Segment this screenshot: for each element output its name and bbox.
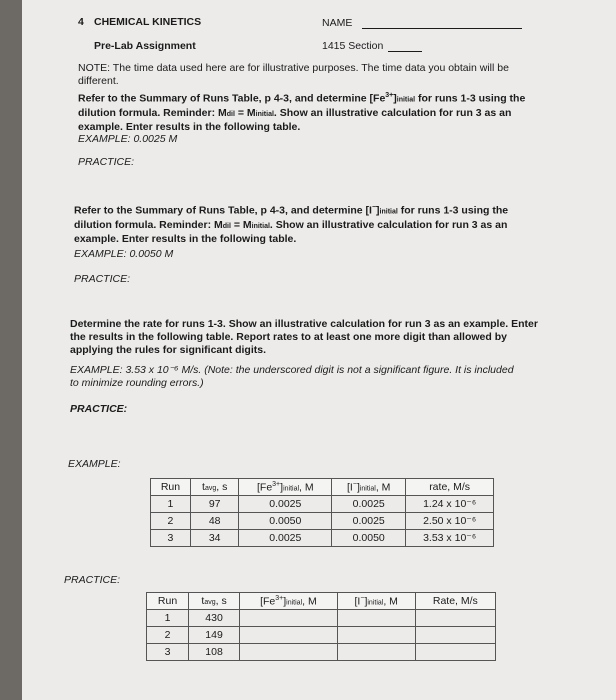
practice-table bbox=[146, 592, 496, 661]
col-rate: Rate, M/s bbox=[415, 593, 495, 610]
example-table-label: EXAMPLE: bbox=[68, 458, 121, 470]
col-i: [I−]initial, M bbox=[332, 479, 406, 496]
table-row: 1 97 0.0025 0.0025 1.24 x 10⁻⁶ bbox=[151, 496, 494, 513]
table-row: 3 34 0.0025 0.0050 3.53 x 10⁻⁶ bbox=[151, 530, 494, 547]
col-fe: $[Fe^{3+}]initial$, M bbox=[239, 479, 332, 496]
chapter-title: CHEMICAL KINETICS bbox=[94, 16, 202, 28]
i-example: EXAMPLE: 0.0050 M bbox=[74, 248, 174, 260]
i-cell-empty[interactable] bbox=[337, 610, 415, 627]
prelab-title: Pre-Lab Assignment bbox=[94, 40, 196, 52]
name-label: NAME bbox=[322, 17, 353, 29]
question-i-initial: Refer to the Summary of Runs Table, p 4-3, and determine [I−]initial for runs 1-3 using the dilution formula. Reminder: Mdil = Minitial. Show an illustrative calculation for run 3 as an example. Enter results in the following table. bbox=[74, 204, 509, 245]
fe-practice: PRACTICE: bbox=[78, 156, 135, 168]
col-time: tavg, s bbox=[190, 479, 238, 496]
fe-cell-empty[interactable] bbox=[240, 610, 338, 627]
table-row: 2 48 0.0050 0.0025 2.50 x 10⁻⁶ bbox=[151, 513, 494, 530]
col-fe: $[Fe^{3+}]initial$, M bbox=[240, 593, 338, 610]
rate-example: EXAMPLE: 3.53 x 10⁻⁶ M/s. (Note: the underscored digit is not a significant figure. It is included to minimize rounding errors.) bbox=[70, 364, 514, 389]
worksheet-page bbox=[22, 0, 616, 700]
table-row: 1 430 bbox=[147, 610, 496, 627]
note-text: NOTE: The time data used here are for illustrative purposes. The time data you obtain will be different. bbox=[78, 62, 509, 87]
rate-cell-empty[interactable] bbox=[415, 610, 495, 627]
col-run: Run bbox=[147, 593, 189, 610]
table-header-row bbox=[147, 593, 496, 610]
table-row: 2 149 bbox=[147, 627, 496, 644]
fe-cell-empty[interactable] bbox=[240, 627, 338, 644]
rate-cell-empty[interactable] bbox=[415, 627, 495, 644]
fe-example: EXAMPLE: 0.0025 M bbox=[78, 133, 178, 145]
name-line[interactable] bbox=[362, 28, 522, 29]
rate-practice: PRACTICE: bbox=[70, 403, 128, 415]
fe-cell-empty[interactable] bbox=[240, 644, 338, 661]
col-run: Run bbox=[151, 479, 191, 496]
chapter-number: 4 bbox=[78, 16, 84, 28]
section-line[interactable] bbox=[388, 51, 422, 52]
col-i: [I−]initial, M bbox=[337, 593, 415, 610]
table-header-row bbox=[151, 479, 494, 496]
i-practice: PRACTICE: bbox=[74, 273, 131, 285]
col-rate: rate, M/s bbox=[406, 479, 494, 496]
i-cell-empty[interactable] bbox=[337, 627, 415, 644]
section-label: 1415 Section bbox=[322, 40, 384, 52]
rate-cell-empty[interactable] bbox=[415, 644, 495, 661]
col-time: tavg, s bbox=[189, 593, 240, 610]
question-rate: Determine the rate for runs 1-3. Show an illustrative calculation for run 3 as an example. Enter the results in the following table. Report rates to at least one more digit than allowed by applying the rules for significant digits. bbox=[70, 318, 538, 356]
i-cell-empty[interactable] bbox=[337, 644, 415, 661]
table-row: 3 108 bbox=[147, 644, 496, 661]
practice-table-label: PRACTICE: bbox=[64, 574, 121, 586]
example-table bbox=[150, 478, 494, 547]
question-fe-initial: Refer to the Summary of Runs Table, p 4-3, and determine $[Fe^{3+}]initial$ for runs 1-3 using the dilution formula. Reminder: Mdil = Minitial. Show an illustrative calculation for run 3 as an example. Enter results in the following table. bbox=[78, 92, 526, 133]
